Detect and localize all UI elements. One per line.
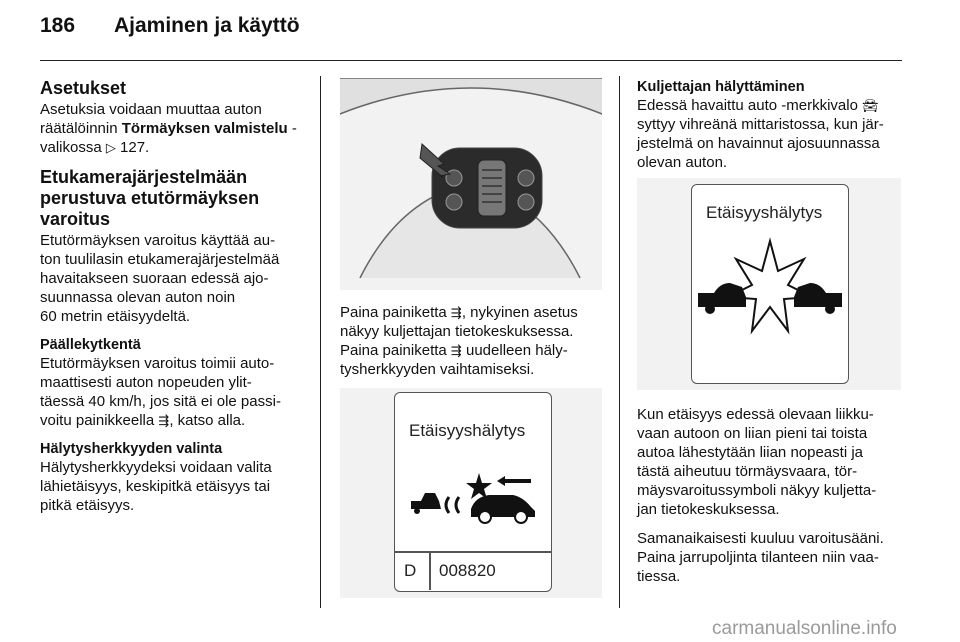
text-line: havaitakseen suoraan edessä ajo- — [40, 270, 269, 287]
text-line: tiessa. — [637, 568, 681, 585]
page-title: Ajaminen ja käyttö — [114, 14, 300, 37]
column-divider-2 — [619, 76, 620, 608]
distance-alert-display-figure — [340, 388, 602, 598]
steering-wheel-illustration — [340, 78, 602, 290]
text-line: lähietäisyys, keskipitkä etäisyys tai — [40, 478, 271, 495]
text-line: Hälytysherkkyydeksi voidaan valita — [40, 459, 272, 476]
odometer: 008820 — [439, 561, 496, 580]
display-title: Etäisyyshälytys — [706, 203, 823, 222]
text-line: voitu painikkeella ⇶, katso alla. — [40, 412, 246, 429]
heading-etukamera: Etukamerajärjestelmään perustuva etutörmäyksen varoitus — [40, 167, 260, 229]
text-line: jestelmä on havainnut ajosuunnassa — [637, 135, 880, 152]
text-line: 60 metrin etäisyydeltä. — [40, 308, 191, 325]
text-line: tysherkkyyden vaihtamiseksi. — [340, 361, 535, 378]
text-line: Edessä havaittu auto -merkkivalo 🚘︎ — [637, 97, 879, 114]
text-line: pitkä etäisyys. — [40, 497, 135, 514]
text-line: maattisesti auton nopeuden ylit- — [40, 374, 252, 391]
text-line: Kun etäisyys edessä olevaan liikku- — [637, 406, 874, 423]
collision-alert-icon: ⇶ — [158, 413, 170, 428]
text-line: Samanaikaisesti kuuluu varoitusääni. — [637, 530, 884, 547]
page-ref-link[interactable]: 127. — [120, 139, 150, 156]
display-title: Etäisyyshälytys — [409, 421, 526, 440]
text-line: tästä aiheutuu törmäysvaara, tör- — [637, 463, 858, 480]
text-line: Paina painiketta ⇶, nykyinen asetus — [340, 304, 578, 321]
column-2-text — [340, 303, 602, 379]
cluster-display — [691, 184, 849, 384]
text-line: Etutörmäyksen varoitus toimii auto- — [40, 355, 275, 372]
steering-wheel-figure — [340, 78, 602, 290]
watermark: carmanualsonline.info — [712, 618, 897, 639]
collision-alert-display-figure — [637, 178, 901, 390]
page-number: 186 — [40, 14, 76, 37]
text-line: olevan auton. — [637, 154, 728, 171]
heading-kuljettajan-halyttaminen: Kuljettajan hälyttäminen — [637, 79, 805, 95]
text-line: täessä 40 km/h, jos sitä ei ole passi- — [40, 393, 281, 410]
collision-alert-icon: ⇶ — [450, 305, 462, 320]
text-line: Etutörmäyksen varoitus käyttää au- — [40, 232, 276, 249]
column-1 — [40, 78, 310, 515]
text-line: suunnassa olevan auton noin — [40, 289, 236, 306]
vehicle-distance-icon — [405, 471, 545, 535]
text-line: jan tietokeskuksessa. — [637, 501, 780, 518]
collision-warning-icon — [696, 237, 844, 337]
heading-paallekytkenta: Päällekytkentä — [40, 337, 141, 353]
column-divider-1 — [320, 76, 321, 608]
cluster-display — [394, 392, 552, 592]
heading-herkkyys: Hälytysherkkyyden valinta — [40, 441, 223, 457]
vehicle-ahead-icon: 🚘︎ — [862, 98, 879, 113]
gear-indicator: D — [404, 561, 417, 580]
text-line: Paina jarrupoljinta tilanteen niin vaa- — [637, 549, 879, 566]
text-line: vaan autoon on liian pieni tai toista — [637, 425, 868, 442]
text-line: autoa lähestytään liian nopeasti ja — [637, 444, 863, 461]
text-line: syttyy vihreänä mittaristossa, kun jär- — [637, 116, 884, 133]
page-ref-icon: ▷ — [105, 140, 116, 155]
heading-asetukset: Asetukset — [40, 78, 127, 98]
text-line: valikossa ▷ 127. — [40, 139, 150, 156]
column-3-text — [637, 405, 905, 586]
page-header — [40, 14, 300, 38]
menu-name: Törmäyksen valmistelu — [121, 120, 288, 137]
display-divider — [395, 551, 551, 553]
column-3 — [637, 78, 905, 172]
text-line: näkyy kuljettajan tietokeskuksessa. — [340, 323, 574, 340]
text-line: ton tuulilasin etukamerajärjestelmää — [40, 251, 280, 268]
text-line: Paina painiketta ⇶ uudelleen häly- — [340, 342, 568, 359]
collision-alert-icon: ⇶ — [450, 343, 462, 358]
text-line: Asetuksia voidaan muuttaa auton — [40, 101, 262, 118]
text-line: mäysvaroitussymboli näkyy kuljetta- — [637, 482, 877, 499]
header-rule — [40, 60, 902, 61]
text-line: räätälöinnin Törmäyksen valmistelu - — [40, 120, 297, 137]
display-divider — [429, 552, 431, 590]
